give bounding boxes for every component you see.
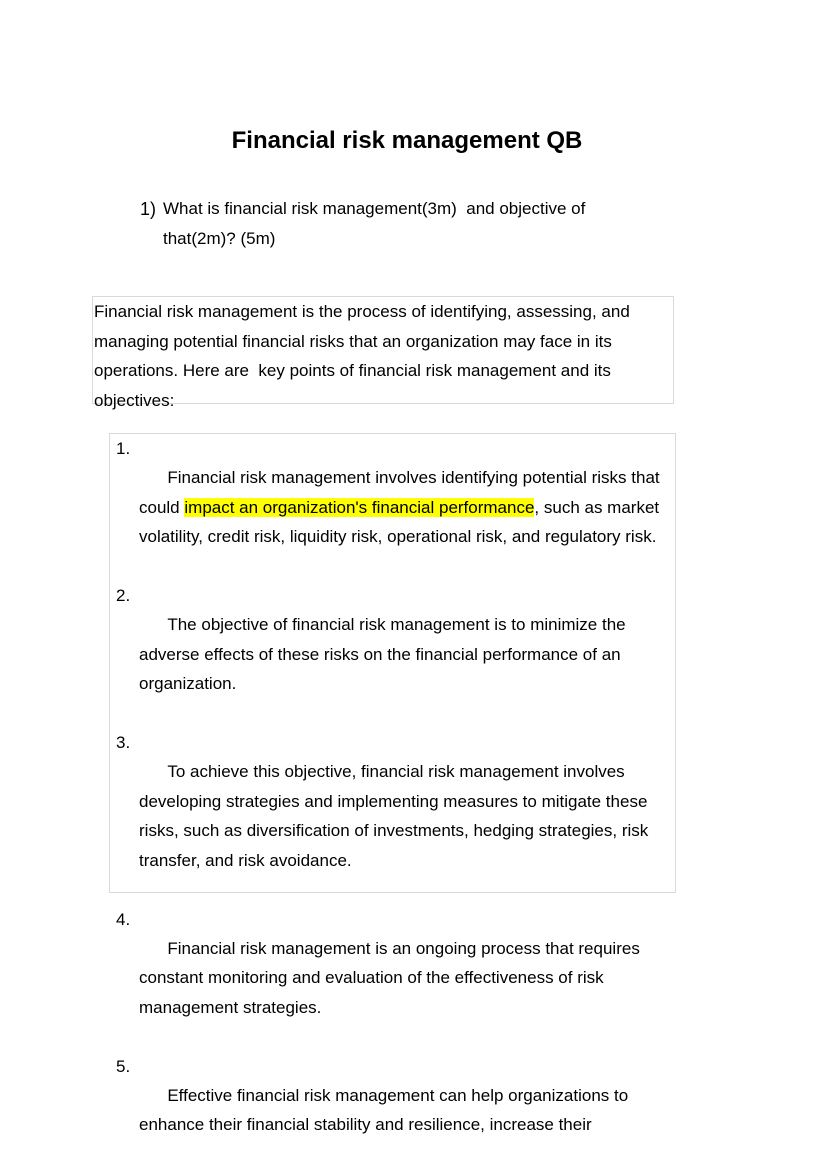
list-item-number: 2. xyxy=(116,586,131,606)
list-item-number: 1. xyxy=(116,439,131,458)
page-title: Financial risk management QB xyxy=(231,127,583,154)
answer-points-list xyxy=(110,434,675,1169)
list-item xyxy=(110,1052,675,1169)
list-item xyxy=(110,434,675,581)
list-item-number: 3. xyxy=(116,733,131,753)
list-item-text: To achieve this objective, financial risk management involves developing strategies and implementing measures to mitigate these risks, such as diversification of investments, hedging strategies, risk transfer, and risk avoidance. xyxy=(139,762,654,870)
question-1 xyxy=(140,194,660,254)
question-text: What is financial risk management(3m) and objective of that(2m)? (5m) xyxy=(163,199,591,248)
list-item-number: 5. xyxy=(116,1056,131,1076)
list-item-number: 4. xyxy=(116,909,131,929)
list-item-text: Effective financial risk management can help organizations to enhance their financial stability and resilience, increase their xyxy=(139,1085,633,1135)
highlighted-text: impact an organization's financial performance xyxy=(184,497,535,517)
list-item-text: Financial risk management involves identifying potential risks that could xyxy=(139,468,665,517)
list-item xyxy=(110,728,675,904)
list-item xyxy=(110,905,675,1052)
question-number: 1) xyxy=(140,199,157,219)
list-item-text-end: , such as market volatility, credit risk, liquidity risk, operational risk, and regulatory risk. xyxy=(139,497,664,547)
list-item xyxy=(110,581,675,728)
list-item-text: Financial risk management is an ongoing process that requires constant monitoring and evaluation of the effectiveness of risk management strategies. xyxy=(139,938,645,1017)
intro-paragraph: Financial risk management is the process of identifying, assessing, and managing potential financial risks that an organization may face in its operations. Here are key points of financial risk management and its objectives: xyxy=(92,296,674,404)
answer-points-box xyxy=(109,433,676,1135)
list-item-text: The objective of financial risk management is to minimize the adverse effects of these risks on the financial performance of an organization. xyxy=(139,615,631,694)
